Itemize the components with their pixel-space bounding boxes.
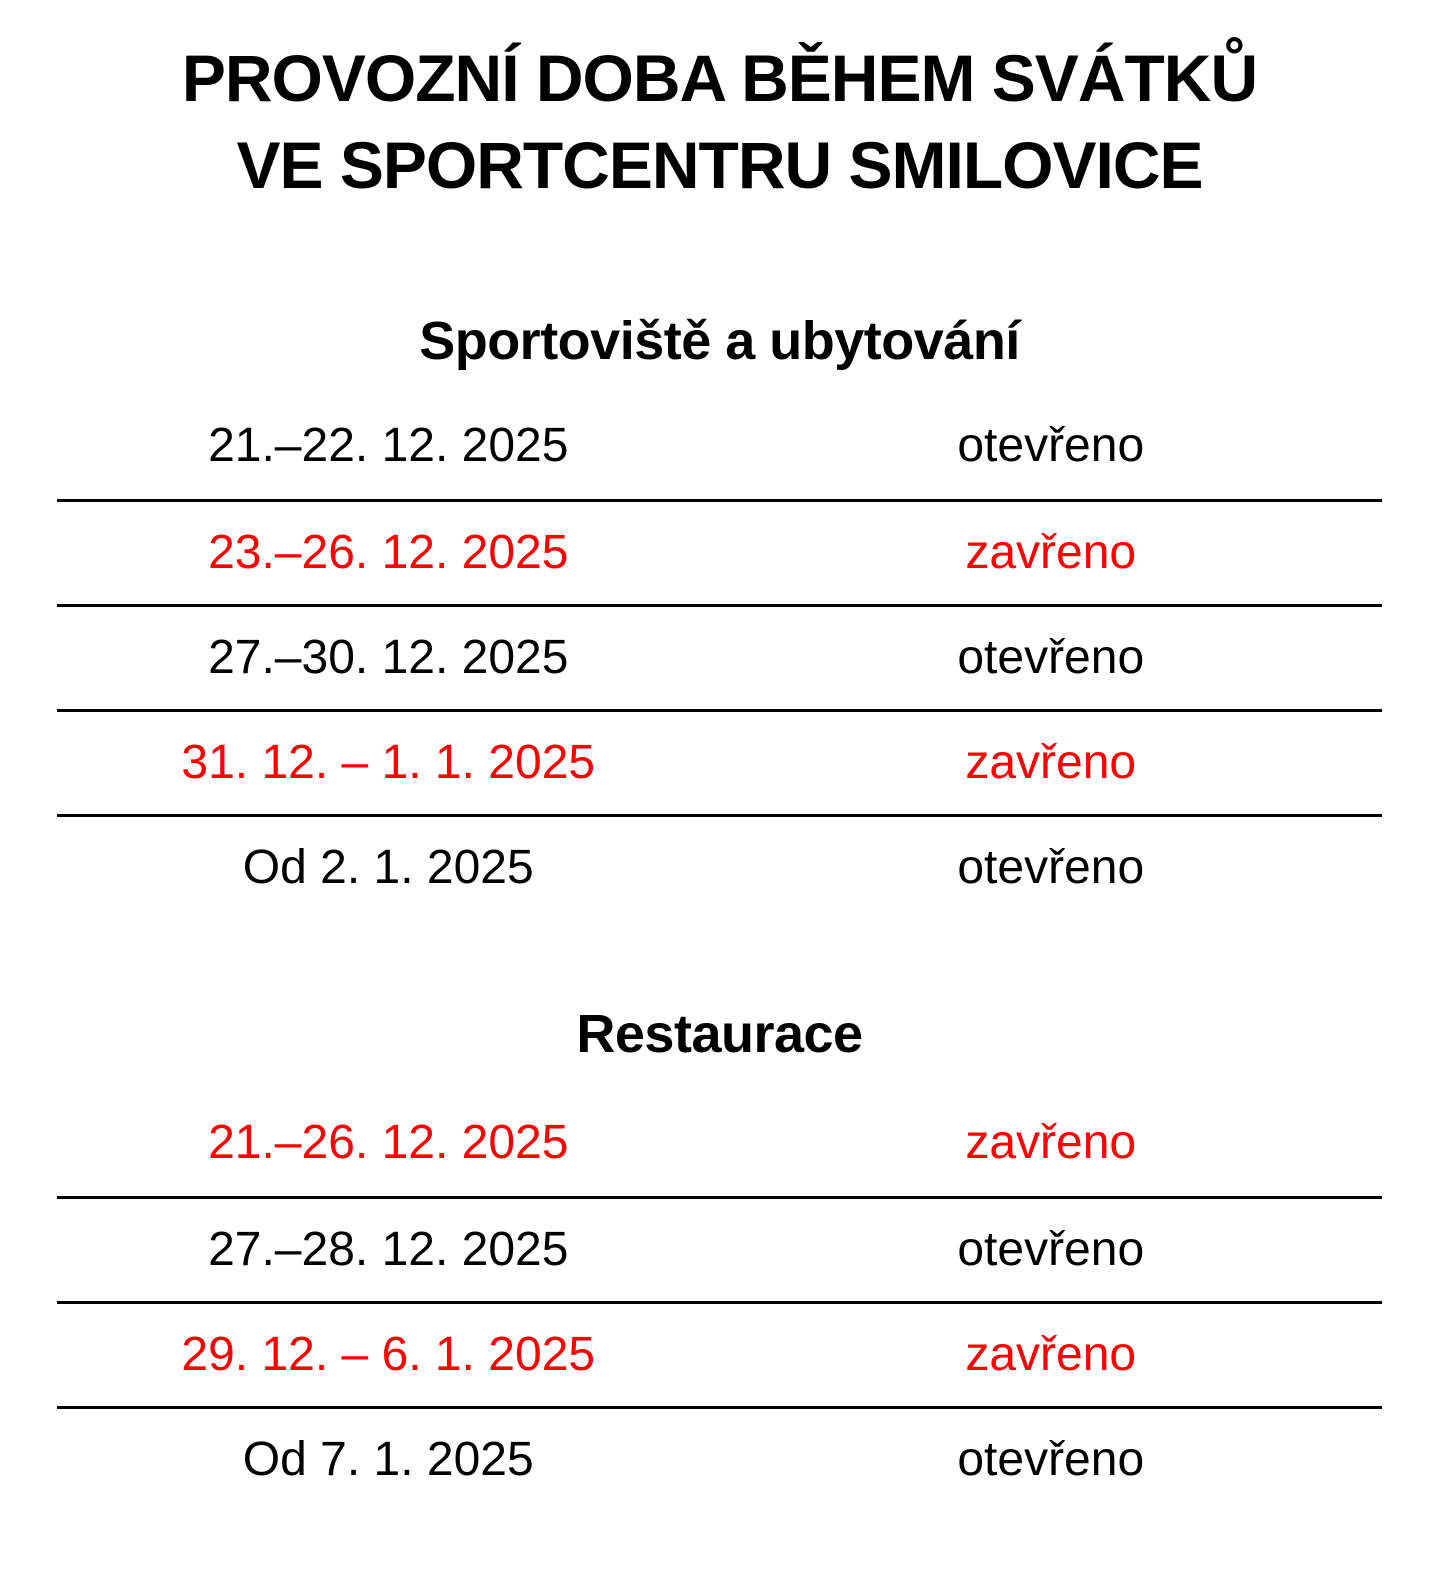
status-cell: otevřeno	[957, 630, 1145, 684]
date-range-cell: Od 7. 1. 2025	[242, 1432, 534, 1486]
schedule-section	[0, 310, 1439, 919]
date-range-cell: 23.–26. 12. 2025	[208, 525, 569, 579]
table-row	[57, 1301, 1382, 1406]
status-cell: otevřeno	[957, 419, 1145, 473]
status-cell: otevřeno	[957, 840, 1145, 894]
status-cell: zavřeno	[965, 1116, 1137, 1170]
status-cell: otevřeno	[957, 1222, 1145, 1276]
section-heading: Sportoviště a ubytování	[419, 311, 1020, 371]
table-row	[57, 709, 1382, 814]
notice-page	[0, 35, 1439, 1569]
status-cell: zavřeno	[965, 525, 1137, 579]
date-range-cell: 29. 12. – 6. 1. 2025	[181, 1327, 596, 1381]
page-title-line1: PROVOZNÍ DOBA BĚHEM SVÁTKŮ	[181, 41, 1258, 115]
schedule-table	[57, 1091, 1382, 1511]
date-range-cell: 27.–30. 12. 2025	[208, 630, 569, 684]
status-cell: zavřeno	[965, 1327, 1137, 1381]
table-row	[57, 499, 1382, 604]
notice-body	[0, 310, 1439, 1511]
table-row	[57, 1196, 1382, 1301]
date-range-cell: 31. 12. – 1. 1. 2025	[181, 735, 596, 789]
table-row	[57, 1091, 1382, 1196]
schedule-table	[57, 394, 1382, 919]
schedule-section	[0, 1003, 1439, 1511]
table-row	[57, 604, 1382, 709]
status-cell: otevřeno	[957, 1432, 1145, 1486]
date-range-cell: 21.–22. 12. 2025	[208, 419, 569, 473]
date-range-cell: 21.–26. 12. 2025	[208, 1116, 569, 1170]
table-row	[57, 814, 1382, 919]
page-title	[40, 35, 1399, 209]
table-row	[57, 394, 1382, 499]
section-heading: Restaurace	[576, 1004, 863, 1064]
page-title-line2: VE SPORTCENTRU SMILOVICE	[236, 128, 1203, 202]
date-range-cell: 27.–28. 12. 2025	[208, 1222, 569, 1276]
date-range-cell: Od 2. 1. 2025	[242, 840, 534, 894]
table-row	[57, 1406, 1382, 1511]
status-cell: zavřeno	[965, 735, 1137, 789]
